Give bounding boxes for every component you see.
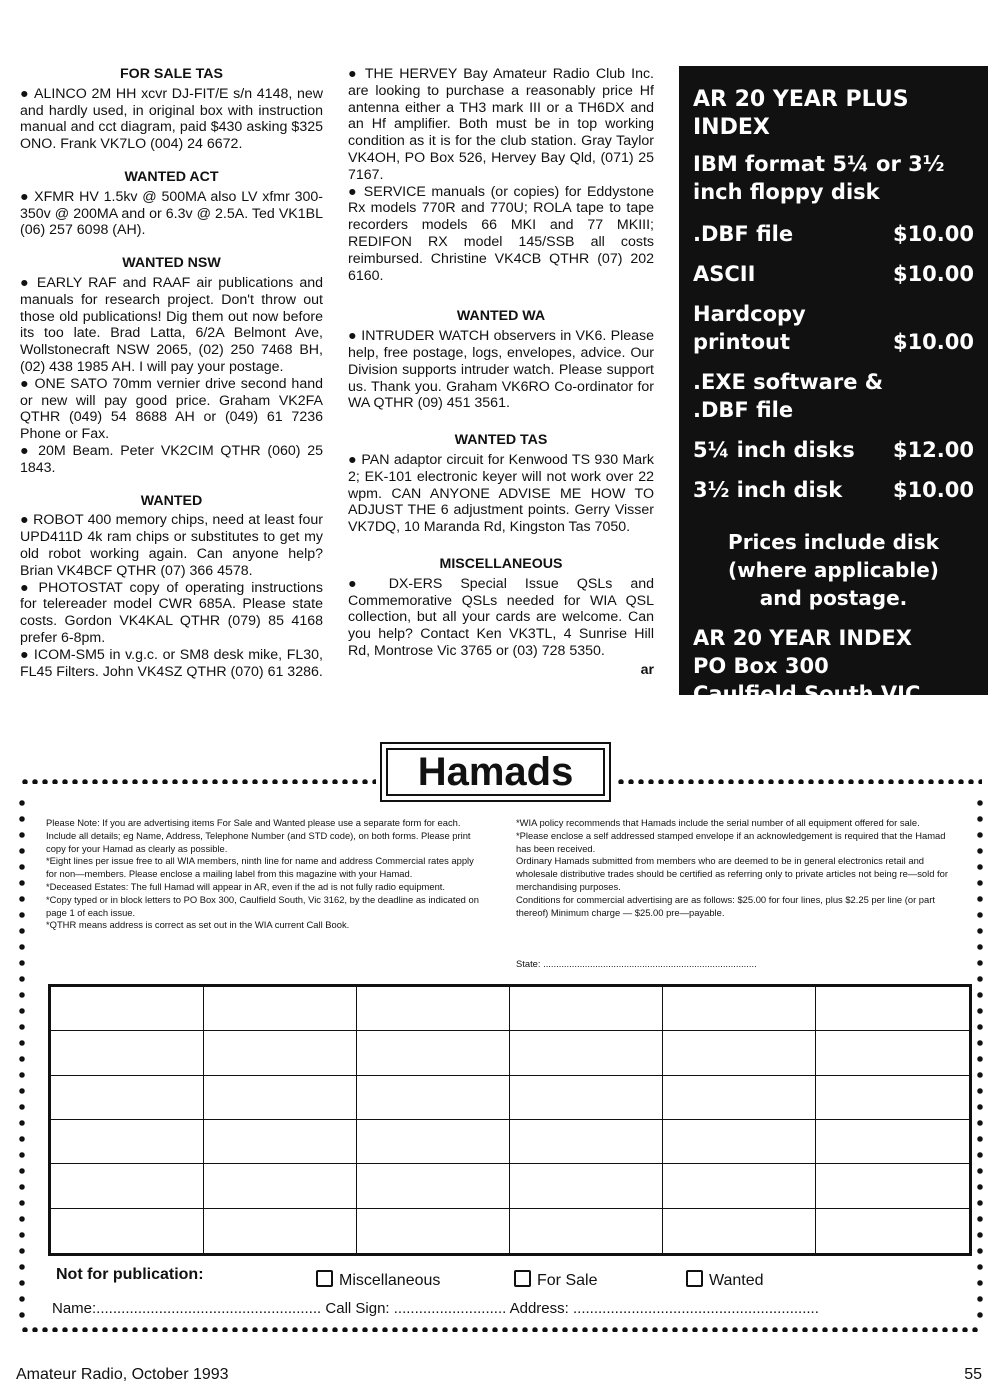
section-heading: FOR SALE TAS: [120, 66, 223, 82]
checkbox-label: For Sale: [537, 1272, 598, 1289]
hamad-grid-cell[interactable]: [204, 1031, 357, 1075]
hamad-grid-cell[interactable]: [816, 987, 969, 1031]
price-row: [693, 260, 974, 288]
hamad-grid-cell[interactable]: [663, 987, 816, 1031]
classified-item: ● ICOM-SM5 in v.g.c. or SM8 desk mike, FL30, FL45 Filters. John VK4SZ QTHR (070) 61 3286.: [20, 647, 323, 681]
section-wanted-act: [20, 169, 323, 239]
dotted-border-left: [18, 795, 25, 1325]
hamad-grid-cell[interactable]: [51, 987, 204, 1031]
ad-address-line1: AR 20 YEAR INDEX: [693, 626, 912, 650]
note-text: Conditions for commercial advertising are as follows: $25.00 for four lines, plus $2.25 per line (or part thereof) Minimum charge — $25.00 pre—payable.: [516, 893, 935, 918]
hamad-grid-cell[interactable]: [510, 1164, 663, 1208]
not-for-publication-label: Not for publication:: [56, 1266, 204, 1283]
hamad-grid-cell[interactable]: [510, 1120, 663, 1164]
section-miscellaneous: [348, 556, 654, 660]
name-callsign-address-line[interactable]: Name:...................................................... Call Sign: ........................... Address: ...........................................................: [52, 1300, 819, 1317]
dotted-border-top-right: [616, 778, 982, 784]
footer-publication: Amateur Radio, October 1993: [16, 1366, 229, 1383]
classified-item: ● ONE SATO 70mm vernier drive second hand or new will pay good price. Graham VK2FA QTHR (049) 54 8688 AH or (049) 61 7236 Phone or Fax.: [20, 376, 323, 443]
checkbox-label: Miscellaneous: [339, 1272, 441, 1289]
note-text: Ordinary Hamads submitted from members who are deemed to be in general electronics retail and wholesale distributive trades should be certified as referring only to private articles not being re—sold for merchandising purposes.: [516, 855, 948, 892]
section-wanted-tas: [348, 432, 654, 536]
section-heading: WANTED TAS: [454, 432, 548, 449]
hamad-grid-cell[interactable]: [51, 1209, 204, 1253]
price-value: $10.00: [892, 222, 974, 246]
hamad-grid-cell[interactable]: [357, 1120, 510, 1164]
price-row: [693, 220, 974, 248]
hamads-left-notes: [46, 817, 486, 932]
price-row: [693, 368, 974, 396]
hamad-grid-cell[interactable]: [663, 1031, 816, 1075]
checkbox-icon[interactable]: [686, 1270, 703, 1287]
price-row: [693, 328, 974, 356]
classified-item: ● XFMR HV 1.5kv @ 500MA also LV xfmr 300-350v @ 200MA and or 6.3v @ 2.5A. Ted VK1BL (06) 257 6098 (AH).: [20, 189, 323, 239]
hamads-right-notes: [516, 817, 956, 919]
classifieds-column-2: [348, 66, 654, 693]
hamad-grid-cell[interactable]: [51, 1031, 204, 1075]
checkbox-icon[interactable]: [316, 1270, 333, 1287]
price-label: ASCII: [693, 262, 756, 286]
hamad-grid-cell[interactable]: [816, 1120, 969, 1164]
ar-signoff: ar: [640, 661, 654, 678]
dotted-border-right: [976, 795, 983, 1325]
classified-item: ● ALINCO 2M HH xcvr DJ-FIT/E s/n 4148, new and hardly used, in original box with instruction manual and cct diagram, paid $430 asking $325 ONO. Frank VK7LO (004) 24 6672.: [20, 86, 323, 153]
hamad-grid-cell[interactable]: [663, 1209, 816, 1253]
hamad-grid-cell[interactable]: [204, 1120, 357, 1164]
price-row: [693, 396, 974, 424]
ad-note-line2: (where applicable): [728, 558, 939, 582]
classified-item: ● THE HERVEY Bay Amateur Radio Club Inc. are looking to purchase a reasonably price Hf antenna either a TH3 mark III or a TH6DX and an Hf amplifier. Both must be in top working condition as it is for the club station. Gray Taylor VK4OH, PO Box 526, Hervey Bay Qld, (071) 25 7167.: [348, 66, 654, 184]
ad-title: AR 20 YEAR PLUS INDEX: [693, 87, 909, 140]
classified-item: ● PAN adaptor circuit for Kenwood TS 930 Mark 2; EK-101 electronic keyer will not work over 22 wpm. CAN ANYONE ADVISE ME HOW TO ADJUST THE 6 adjustment points. Gerry Visser VK7DQ, 10 Maranda Rd, Kingston Tas 7050.: [348, 452, 654, 536]
checkbox-wanted[interactable]: [686, 1270, 764, 1290]
section-heading: WANTED WA: [456, 308, 546, 325]
hamad-grid-cell[interactable]: [816, 1209, 969, 1253]
hamad-grid-cell[interactable]: [663, 1164, 816, 1208]
ad-note-line3: and postage.: [759, 586, 908, 610]
price-label: 3½ inch disk: [693, 478, 843, 502]
hamads-title: Hamads: [386, 748, 605, 796]
note-text: *Please enclose a self addressed stamped envelope if an acknowledgement is required that the Hamad has been received.: [516, 829, 946, 854]
ar-index-advertisement: [679, 66, 988, 734]
price-label: .DBF file: [693, 398, 794, 422]
price-label: 5¼ inch disks: [693, 438, 855, 462]
ad-subtitle-line2: inch floppy disk: [693, 180, 880, 204]
hamad-grid-cell[interactable]: [204, 987, 357, 1031]
note-text: *QTHR means address is correct as set out in the WIA current Call Book.: [46, 919, 350, 931]
hamad-grid-cell[interactable]: [204, 1076, 357, 1120]
note-text: *Copy typed or in block letters to PO Box 300, Caulfield South, Vic 3162, by the deadline as indicated on page 1 of each issue.: [46, 893, 479, 918]
hamad-grid-cell[interactable]: [510, 987, 663, 1031]
dotted-border-top-left: [20, 778, 376, 784]
classified-item: ● EARLY RAF and RAAF air publications and manuals for research project. Don't throw out those old publications! Dig them out now before its too late. Brad Latta, 6/2A Belmont Ave, Wollstonecraft NSW 2065, (02) 250 7468 BH, (02) 438 1985 AH. I will pay your postage.: [20, 275, 323, 376]
hamad-grid-cell[interactable]: [51, 1076, 204, 1120]
section-wanted-wa: [348, 308, 654, 412]
section-heading: MISCELLANEOUS: [439, 555, 563, 572]
hamad-grid-cell[interactable]: [816, 1076, 969, 1120]
note-text: *WIA policy recommends that Hamads include the serial number of all equipment offered for sale.: [516, 817, 920, 828]
checkbox-icon[interactable]: [514, 1270, 531, 1287]
price-row: [693, 300, 974, 328]
section-heading: WANTED ACT: [124, 168, 219, 185]
hamad-grid-cell[interactable]: [357, 987, 510, 1031]
section-wanted: [20, 493, 323, 681]
hamad-grid-cell[interactable]: [663, 1120, 816, 1164]
price-row: [693, 476, 974, 504]
price-value: $10.00: [892, 330, 974, 354]
note-text: Please Note: If you are advertising items For Sale and Wanted please use a separate form for each. Include all details; eg Name, Address, Telephone Number (and STD code), on both forms. Please print copy for your Hamad as clearly as possible.: [46, 817, 471, 854]
price-value: $10.00: [892, 262, 974, 286]
price-label: Hardcopy: [693, 302, 806, 326]
classified-item: ● PHOTOSTAT copy of operating instructions for telereader model CWR 685A. Please state costs. Gordon VK4KAL QTHR (079) 85 4168 prefer 6-8pm.: [20, 580, 323, 647]
hamad-grid-cell[interactable]: [204, 1209, 357, 1253]
section-for-sale-tas: [20, 66, 323, 153]
hamad-grid-cell[interactable]: [663, 1076, 816, 1120]
hamad-grid-cell[interactable]: [204, 1164, 357, 1208]
section-heading: WANTED NSW: [122, 255, 221, 272]
ad-address-line2: PO Box 300: [693, 654, 829, 678]
section-heading: WANTED: [140, 492, 203, 509]
hamad-grid-cell[interactable]: [816, 1164, 969, 1208]
checkbox-miscellaneous[interactable]: [316, 1270, 440, 1290]
classifieds-column-1: [20, 66, 323, 680]
price-value: $12.00: [892, 438, 974, 462]
hamad-grid-cell[interactable]: [510, 1209, 663, 1253]
hamad-grid-cell[interactable]: [510, 1031, 663, 1075]
dotted-border-bottom: [20, 1326, 982, 1332]
price-value: $10.00: [892, 478, 974, 502]
price-label: .DBF file: [693, 222, 794, 246]
hamad-grid-cell[interactable]: [51, 1164, 204, 1208]
note-text: *Deceased Estates: The full Hamad will appear in AR, even if the ad is not fully radio equipment.: [46, 880, 446, 892]
price-label: .EXE software &: [693, 370, 884, 394]
checkbox-for-sale[interactable]: [514, 1270, 597, 1290]
hamad-grid-cell[interactable]: [357, 1076, 510, 1120]
note-text: *Eight lines per issue free to all WIA members, ninth line for name and address Commercial rates apply for non—members. Please enclose a mailing label from this magazine with your Hamad.: [46, 855, 474, 880]
ad-address-line3: Caulfield South VIC 3162: [693, 682, 921, 734]
price-row: [693, 436, 974, 464]
hamad-grid-cell[interactable]: [51, 1120, 204, 1164]
state-field[interactable]: State: ..................................................................................: [516, 958, 757, 969]
ad-note-line1: Prices include disk: [728, 530, 939, 554]
classified-item: ● DX-ERS Special Issue QSLs and Commemorative QSLs needed for WIA QSL collection, but all your cards are welcome. Can you help? Contact Ken VK3TL, 4 Sunrise Hill Rd, Montrose Vic 3765 or (03) 728 5350.: [348, 576, 654, 660]
hamad-entry-grid[interactable]: [48, 984, 972, 1256]
hamad-grid-cell[interactable]: [357, 1031, 510, 1075]
classified-item: ● SERVICE manuals (or copies) for Eddystone Rx models 770R and 770U; ROLA tape to tape recorders models 66 MKI and 77 MKIII; REDIFON RX model 145/SSB all costs reimbursed. Christine VK4CB QTHR (07) 202 6160.: [348, 184, 654, 285]
hamad-grid-cell[interactable]: [816, 1031, 969, 1075]
hamad-grid-cell[interactable]: [510, 1076, 663, 1120]
price-label: printout: [693, 330, 790, 354]
classified-item: ● INTRUDER WATCH observers in VK6. Please help, free postage, logs, envelopes, advice. Our Division supports intruder watch. Please support us. Thank you. Graham VK6RO Co-ordinator for WA QTHR (09) 451 3561.: [348, 328, 654, 412]
checkbox-label: Wanted: [709, 1272, 764, 1289]
hamad-grid-cell[interactable]: [357, 1209, 510, 1253]
section-wanted-nsw: [20, 255, 323, 476]
classified-item: ● ROBOT 400 memory chips, need at least four UPD411D 4k ram chips or substitutes to get my old robot working again. Can anyone help? Brian VK4BCF QTHR (07) 366 4578.: [20, 512, 323, 579]
ad-subtitle-line1: IBM format 5¼ or 3½: [693, 152, 945, 176]
classified-item: ● 20M Beam. Peter VK2CIM QTHR (060) 25 1843.: [20, 443, 323, 477]
hamad-grid-cell[interactable]: [357, 1164, 510, 1208]
page-number: 55: [964, 1366, 982, 1383]
